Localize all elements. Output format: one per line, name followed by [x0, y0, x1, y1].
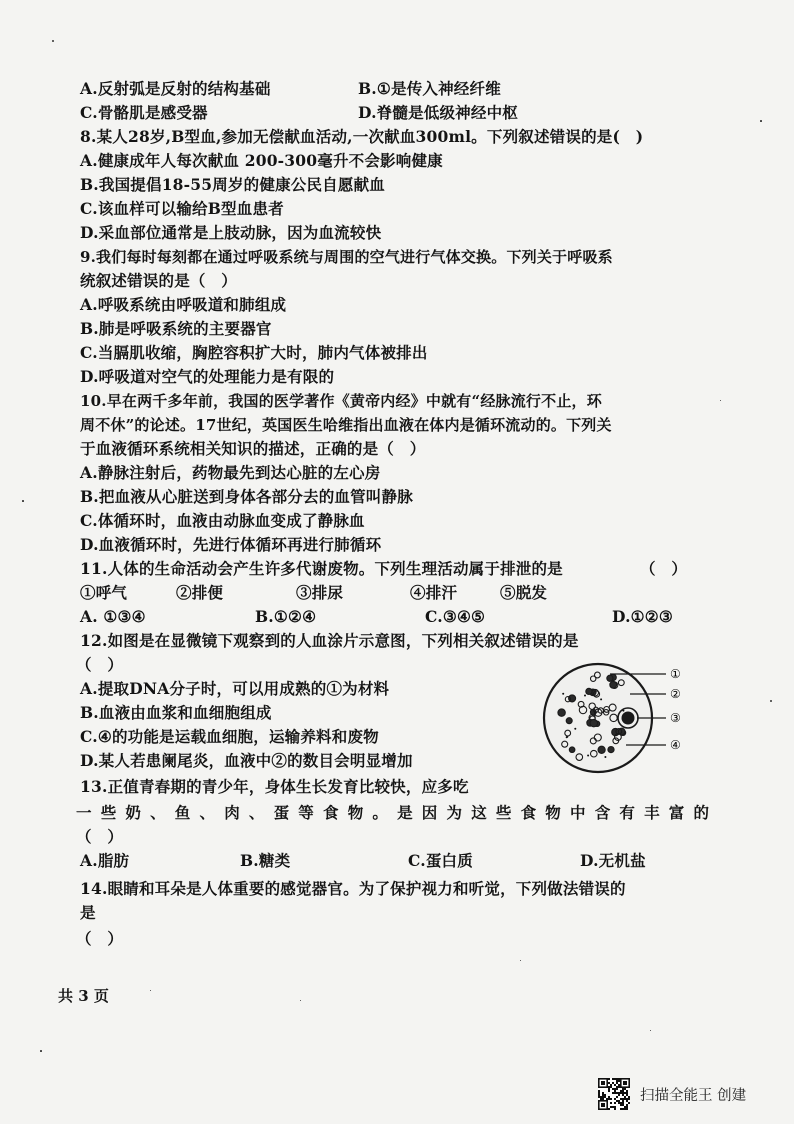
q8-option-b: B.我国提倡18-55周岁的健康公民自愿献血: [80, 175, 385, 194]
q10-option-b: B.把血液从心脏送到身体各部分去的血管叫静脉: [80, 487, 413, 506]
q9-stem-line1: 9.我们每时每刻都在通过呼吸系统与周围的空气进行气体交换。下列关于呼吸系: [80, 248, 613, 266]
q12-stem: 12.如图是在显微镜下观察到的人血涂片示意图，下列相关叙述错误的是: [80, 631, 579, 650]
scan-speck: [22, 500, 24, 502]
scan-speck: [40, 1050, 42, 1052]
red-blood-cell: [569, 747, 575, 753]
red-blood-cell: [590, 719, 597, 726]
platelet: [562, 693, 564, 695]
q13-stem-line2: 一些奶、鱼、肉、蛋等食物。是因为这些食物中含有丰富的: [76, 803, 719, 822]
scanner-watermark: [598, 1078, 768, 1116]
platelet: [584, 695, 586, 697]
platelet: [566, 736, 568, 738]
q11-item-2: ②排便: [176, 583, 224, 602]
q9-option-b: B.肺是呼吸系统的主要器官: [80, 319, 272, 338]
red-blood-cell: [598, 746, 605, 753]
q11-option-b: B.①②④: [255, 607, 317, 626]
q12-option-d: D.某人若患阑尾炎，血液中②的数目会明显增加: [80, 751, 413, 770]
q8-option-a: A.健康成年人每次献血 200-300毫升不会影响健康: [80, 151, 443, 170]
platelet: [574, 728, 576, 730]
page-count: 共 3 页: [58, 987, 109, 1005]
q11-item-1: ①呼气: [80, 583, 128, 602]
scan-speck: [650, 1030, 651, 1031]
q12-option-c: C.④的功能是运载血细胞，运输养料和废物: [80, 727, 379, 746]
q11-item-4: ④排汗: [410, 583, 458, 602]
q7-option-c: C.骨骼肌是感受器: [80, 103, 208, 122]
q7-option-b: B.①是传入神经纤维: [358, 79, 501, 98]
platelet: [604, 756, 606, 758]
q7-option-d: D.脊髓是低级神经中枢: [358, 103, 518, 122]
q14-answer-paren: （ ）: [76, 929, 124, 948]
q13-option-c: C.蛋白质: [408, 851, 473, 870]
q11-option-a: A. ①③④: [80, 607, 146, 626]
scan-speck: [770, 700, 772, 702]
q10-option-a: A.静脉注射后，药物最先到达心脏的左心房: [80, 463, 381, 482]
red-blood-cell: [566, 718, 572, 724]
q14-stem-line1: 14.眼睛和耳朵是人体重要的感觉器官。为了保护视力和听觉，下列做法错误的: [80, 879, 626, 898]
q11-option-c: C.③④⑤: [425, 607, 486, 626]
q11-option-d: D.①②③: [612, 607, 673, 626]
q9-option-a: A.呼吸系统由呼吸道和肺组成: [80, 295, 287, 314]
red-blood-cell: [586, 688, 592, 694]
q13-stem-line1: 13.正值青春期的青少年，身体生长发育比较快，应多吃: [80, 777, 469, 796]
q10-option-d: D.血液循环时，先进行体循环再进行肺循环: [80, 535, 382, 554]
q11-item-5: ⑤脱发: [500, 583, 548, 602]
q9-stem-line2: 统叙述错误的是（ ）: [80, 271, 238, 290]
q10-stem-line2: 周不休”的论述。17世纪，英国医生哈维指出血液在体内是循环流动的。下列关: [80, 416, 612, 434]
scan-speck: [150, 990, 151, 991]
q10-option-c: C.体循环时，血液由动脉血变成了静脉血: [80, 511, 365, 530]
scan-speck: [720, 400, 721, 401]
q13-option-a: A.脂肪: [80, 851, 130, 870]
qr-code-icon: [598, 1078, 630, 1110]
scan-speck: [300, 1000, 301, 1001]
scan-speck: [760, 120, 762, 122]
q11-stem: 11.人体的生命活动会产生许多代谢废物。下列生理活动属于排泄的是: [80, 559, 563, 578]
platelet: [587, 755, 589, 757]
q9-option-c: C.当膈肌收缩，胸腔容积扩大时，肺内气体被排出: [80, 343, 428, 362]
red-blood-cell: [608, 747, 614, 753]
blood-smear-diagram: [540, 660, 690, 780]
white-blood-cell: [622, 712, 635, 725]
scan-speck: [520, 960, 521, 961]
q13-option-d: D.无机盐: [580, 851, 646, 870]
red-blood-cell: [558, 709, 565, 716]
q8-option-d: D.采血部位通常是上肢动脉，因为血流较快: [80, 223, 382, 242]
diagram-label-3: ③: [670, 711, 681, 725]
q7-option-a: A.反射弧是反射的结构基础: [80, 79, 271, 98]
q14-stem-line2: 是: [80, 903, 96, 922]
red-blood-cell: [607, 675, 613, 681]
microscope-field: [544, 664, 652, 772]
q11-item-3: ③排尿: [296, 583, 344, 602]
q9-option-d: D.呼吸道对空气的处理能力是有限的: [80, 367, 335, 386]
diagram-label-4: ④: [670, 738, 681, 752]
platelet: [600, 698, 602, 700]
q10-stem-line3: 于血液循环系统相关知识的描述，正确的是（ ）: [80, 439, 426, 458]
q10-stem-line1: 10.早在两千多年前，我国的医学著作《黄帝内经》中就有“经脉流行不止，环: [80, 392, 602, 410]
watermark-text: 扫描全能王 创建: [640, 1088, 747, 1104]
q12-option-b: B.血液由血浆和血细胞组成: [80, 703, 272, 722]
scan-speck: [52, 40, 54, 42]
q12-answer-paren: （ ）: [76, 655, 124, 674]
q11-answer-paren: （ ）: [640, 559, 688, 578]
q8-option-c: C.该血样可以输给B型血患者: [80, 199, 284, 218]
q8-stem: 8.某人28岁,B型血,参加无偿献血活动,一次献血300ml。下列叙述错误的是( ): [80, 127, 644, 146]
diagram-label-1: ①: [670, 667, 681, 681]
q13-option-b: B.糖类: [240, 851, 291, 870]
q12-option-a: A.提取DNA分子时，可以用成熟的①为材料: [80, 679, 390, 698]
q13-answer-paren: （ ）: [76, 827, 124, 846]
diagram-label-2: ②: [670, 687, 681, 701]
red-blood-cell: [610, 681, 617, 688]
